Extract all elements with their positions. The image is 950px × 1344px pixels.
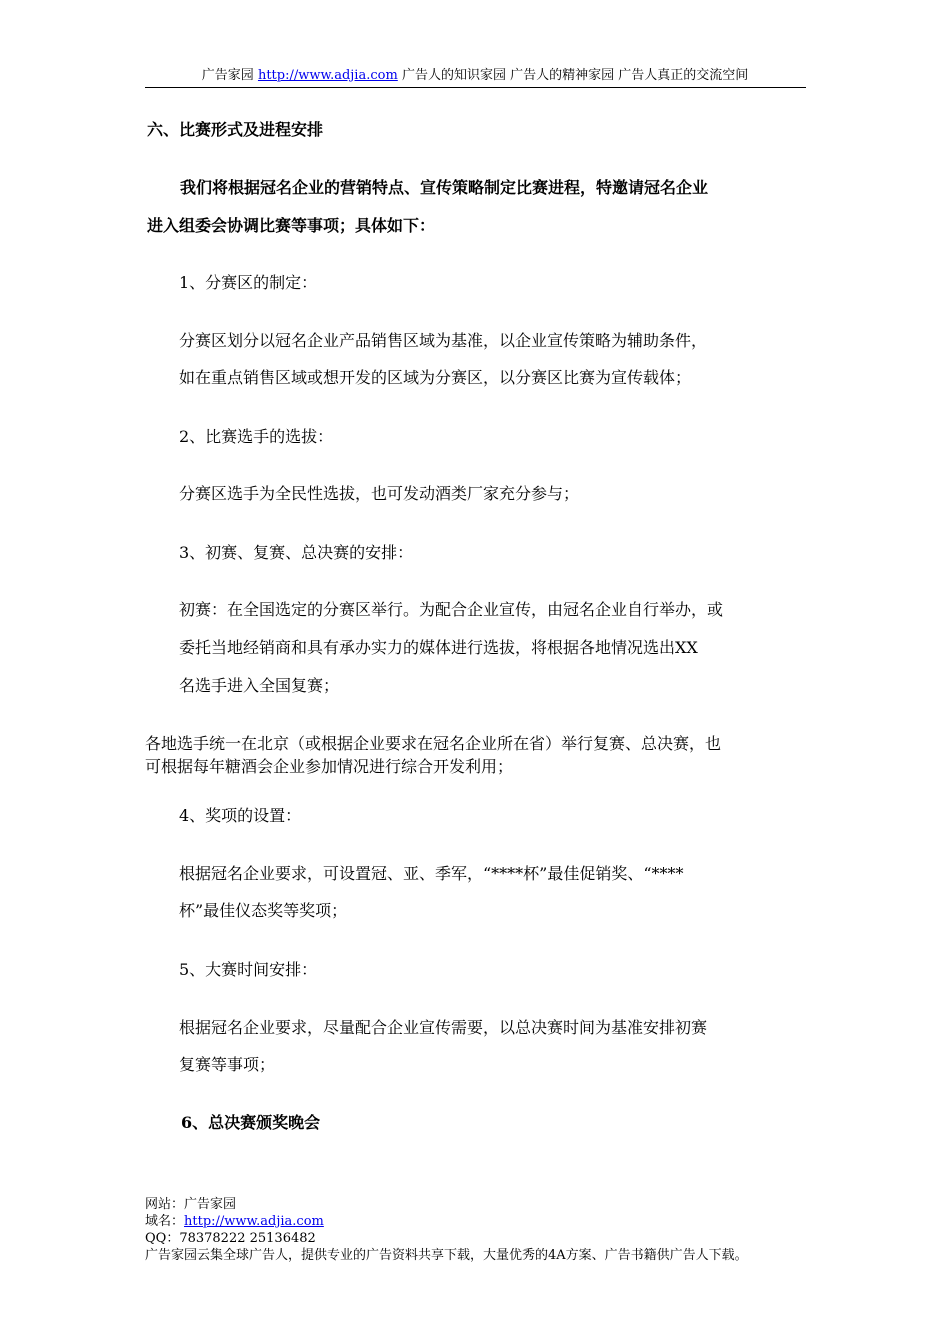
item-1-heading: 1、分赛区的制定：	[179, 273, 318, 292]
item-3-line-1: 初赛：在全国选定的分赛区举行。为配合企业宣传，由冠名企业自行举办，或	[179, 600, 724, 619]
item-3-extra-line-2: 可根据每年糖酒会企业参加情况进行综合开发利用；	[145, 757, 514, 776]
intro-line-1: 我们将根据冠名企业的营销特点、宣传策略制定比赛进程，特邀请冠名企业	[180, 178, 709, 197]
item-4-heading: 4、奖项的设置：	[179, 806, 302, 825]
header-prefix: 广告家园	[201, 68, 254, 83]
item-4-line-2: 杯”最佳仪态奖等奖项；	[179, 901, 348, 920]
item-2-line-1: 分赛区选手为全民性选拔，也可发动酒类厂家充分参与；	[179, 484, 580, 503]
item-1-line-2: 如在重点销售区域或想开发的区域为分赛区，以分赛区比赛为宣传载体；	[179, 368, 692, 387]
item-3-heading: 3、初赛、复赛、总决赛的安排：	[179, 543, 414, 562]
header-link[interactable]: http://www.adjia.com	[257, 68, 398, 83]
footer-domain-link[interactable]: http://www.adjia.com	[184, 1214, 324, 1229]
footer-website-label: 网站：	[145, 1197, 185, 1212]
intro-line-2: 进入组委会协调比赛等事项；具体如下：	[147, 216, 436, 235]
footer-domain-label: 域名：	[145, 1214, 185, 1229]
section-title: 六、比赛形式及进程安排	[147, 120, 324, 139]
item-3-extra-line-1: 各地选手统一在北京（或根据企业要求在冠名企业所在省）举行复赛、总决赛，也	[145, 734, 722, 753]
item-5-heading: 5、大赛时间安排：	[179, 960, 318, 979]
footer-website	[145, 1197, 236, 1213]
item-4-line-1: 根据冠名企业要求，可设置冠、亚、季军，“****杯”最佳促销奖、“****	[179, 864, 684, 883]
item-2-heading: 2、比赛选手的选拔：	[179, 427, 334, 446]
footer-qq: QQ：78378222 25136482	[145, 1231, 316, 1246]
item-1-line-1: 分赛区划分以冠名企业产品销售区域为基准，以企业宣传策略为辅助条件，	[179, 331, 708, 350]
footer-domain	[145, 1214, 324, 1230]
item-3-line-3: 名选手进入全国复赛；	[179, 676, 340, 695]
item-5-line-2: 复赛等事项；	[179, 1055, 276, 1074]
item-3-line-2: 委托当地经销商和具有承办实力的媒体进行选拔，将根据各地情况选出XX	[179, 638, 698, 657]
item-5-line-1: 根据冠名企业要求，尽量配合企业宣传需要，以总决赛时间为基准安排初赛	[179, 1018, 708, 1037]
footer-website-value: 广告家园	[184, 1197, 237, 1212]
footer-tagline: 广告家园云集全球广告人，提供专业的广告资料共享下载，大量优秀的4A方案、广告书籍供广告人下载。	[145, 1248, 748, 1263]
header-suffix: 广告人的知识家园 广告人的精神家园 广告人真正的交流空间	[401, 68, 749, 83]
item-6-heading: 6、总决赛颁奖晚会	[181, 1113, 321, 1132]
page-header	[145, 66, 805, 86]
header-rule	[145, 87, 806, 88]
